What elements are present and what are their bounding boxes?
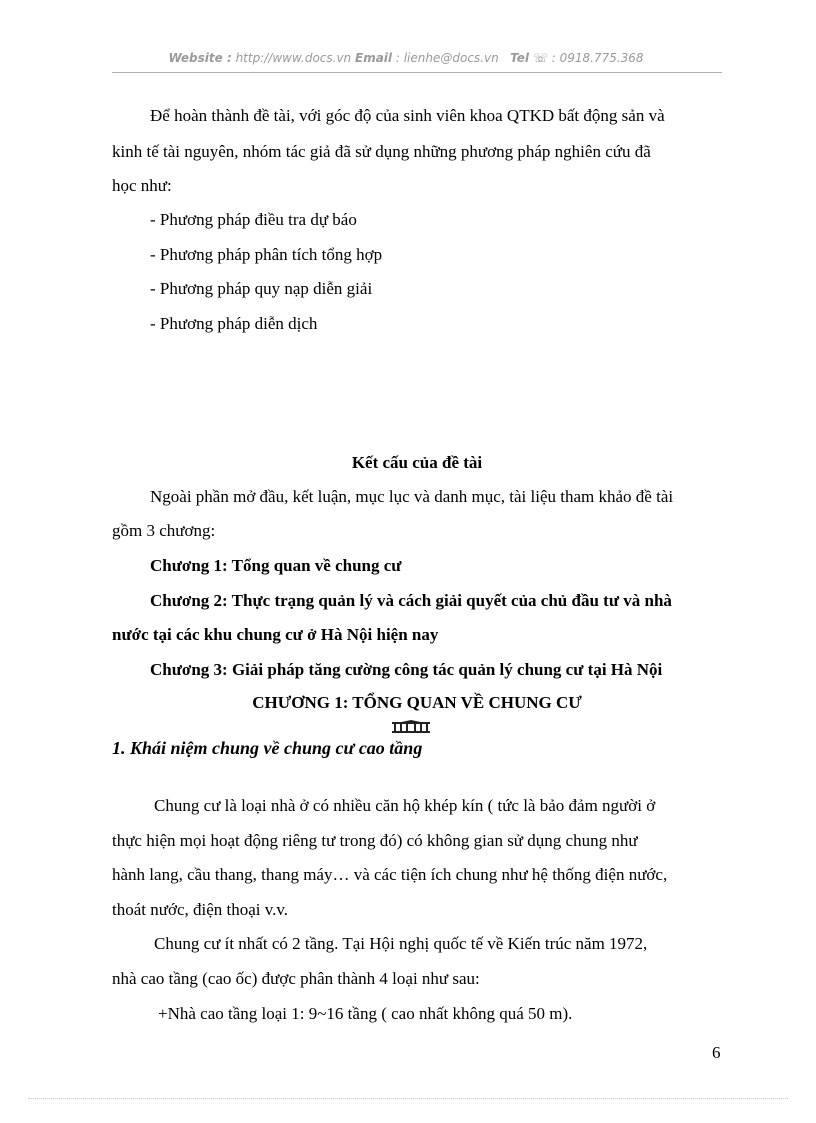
chapter-2-item-cont: nước tại các khu chung cư ở Hà Nội hiện nay (112, 625, 439, 644)
tel-number: : 0918.775.368 (551, 51, 644, 65)
header-divider (112, 72, 722, 73)
intro-line-1: Để hoàn thành đề tài, với góc độ của sinh viên khoa QTKD bất động sản và (150, 106, 665, 125)
paragraph-1-line: hành lang, cầu thang, thang máy… và các tiện ích chung như hệ thống điện nước, (112, 865, 668, 884)
method-item: - Phương pháp quy nạp diễn giải (150, 279, 373, 298)
method-item: - Phương pháp điều tra dự báo (150, 210, 357, 229)
page-header (112, 51, 700, 65)
structure-heading: Kết cấu của đề tài (351, 453, 483, 472)
building-ornament-icon (391, 720, 431, 734)
intro-line-3: học như: (112, 176, 172, 195)
chapter-3-item: Chương 3: Giải pháp tăng cường công tác quản lý chung cư tại Hà Nội (150, 660, 663, 679)
page-bottom-border (28, 1098, 788, 1099)
website-label: Website : (168, 51, 232, 65)
chapter-1-item: Chương 1: Tổng quan về chung cư (150, 556, 402, 575)
section-heading: 1. Khái niệm chung về chung cư cao tầng (112, 738, 423, 758)
paragraph-2-line: Chung cư ít nhất có 2 tầng. Tại Hội nghị quốc tế về Kiến trúc năm 1972, (154, 934, 648, 953)
email-label: Email (355, 51, 393, 65)
page-number: 6 (712, 1043, 721, 1062)
paragraph-1-line: thoát nước, điện thoại v.v. (112, 900, 289, 919)
intro-line-2: kinh tế tài nguyên, nhóm tác giả đã sử dụng những phương pháp nghiên cứu đã (112, 142, 651, 161)
paragraph-3-line: +Nhà cao tầng loại 1: 9~16 tầng ( cao nhất không quá 50 m). (158, 1004, 573, 1023)
email-address: : lienhe@docs.vn (395, 51, 499, 65)
paragraph-2-line: nhà cao tầng (cao ốc) được phân thành 4 loại như sau: (112, 969, 480, 988)
phone-icon: ☏ (532, 51, 548, 65)
structure-line-1: Ngoài phần mở đầu, kết luận, mục lục và danh mục, tài liệu tham khảo đề tài (150, 487, 674, 506)
method-item: - Phương pháp phân tích tổng hợp (150, 245, 383, 264)
chapter-2-item: Chương 2: Thực trạng quản lý và cách giải quyết của chủ đầu tư và nhà (150, 591, 672, 610)
chapter-title: CHƯƠNG 1: TỔNG QUAN VỀ CHUNG CƯ (252, 693, 582, 712)
method-item: - Phương pháp diễn dịch (150, 314, 318, 333)
structure-line-2: gồm 3 chương: (112, 521, 216, 540)
website-url: http://www.docs.vn (235, 51, 352, 65)
paragraph-1-line: Chung cư là loại nhà ở có nhiều căn hộ khép kín ( tức là bảo đảm người ở (154, 796, 656, 815)
paragraph-1-line: thực hiện mọi hoạt động riêng tư trong đó) có không gian sử dụng chung như (112, 831, 638, 850)
tel-label: Tel (510, 51, 530, 65)
